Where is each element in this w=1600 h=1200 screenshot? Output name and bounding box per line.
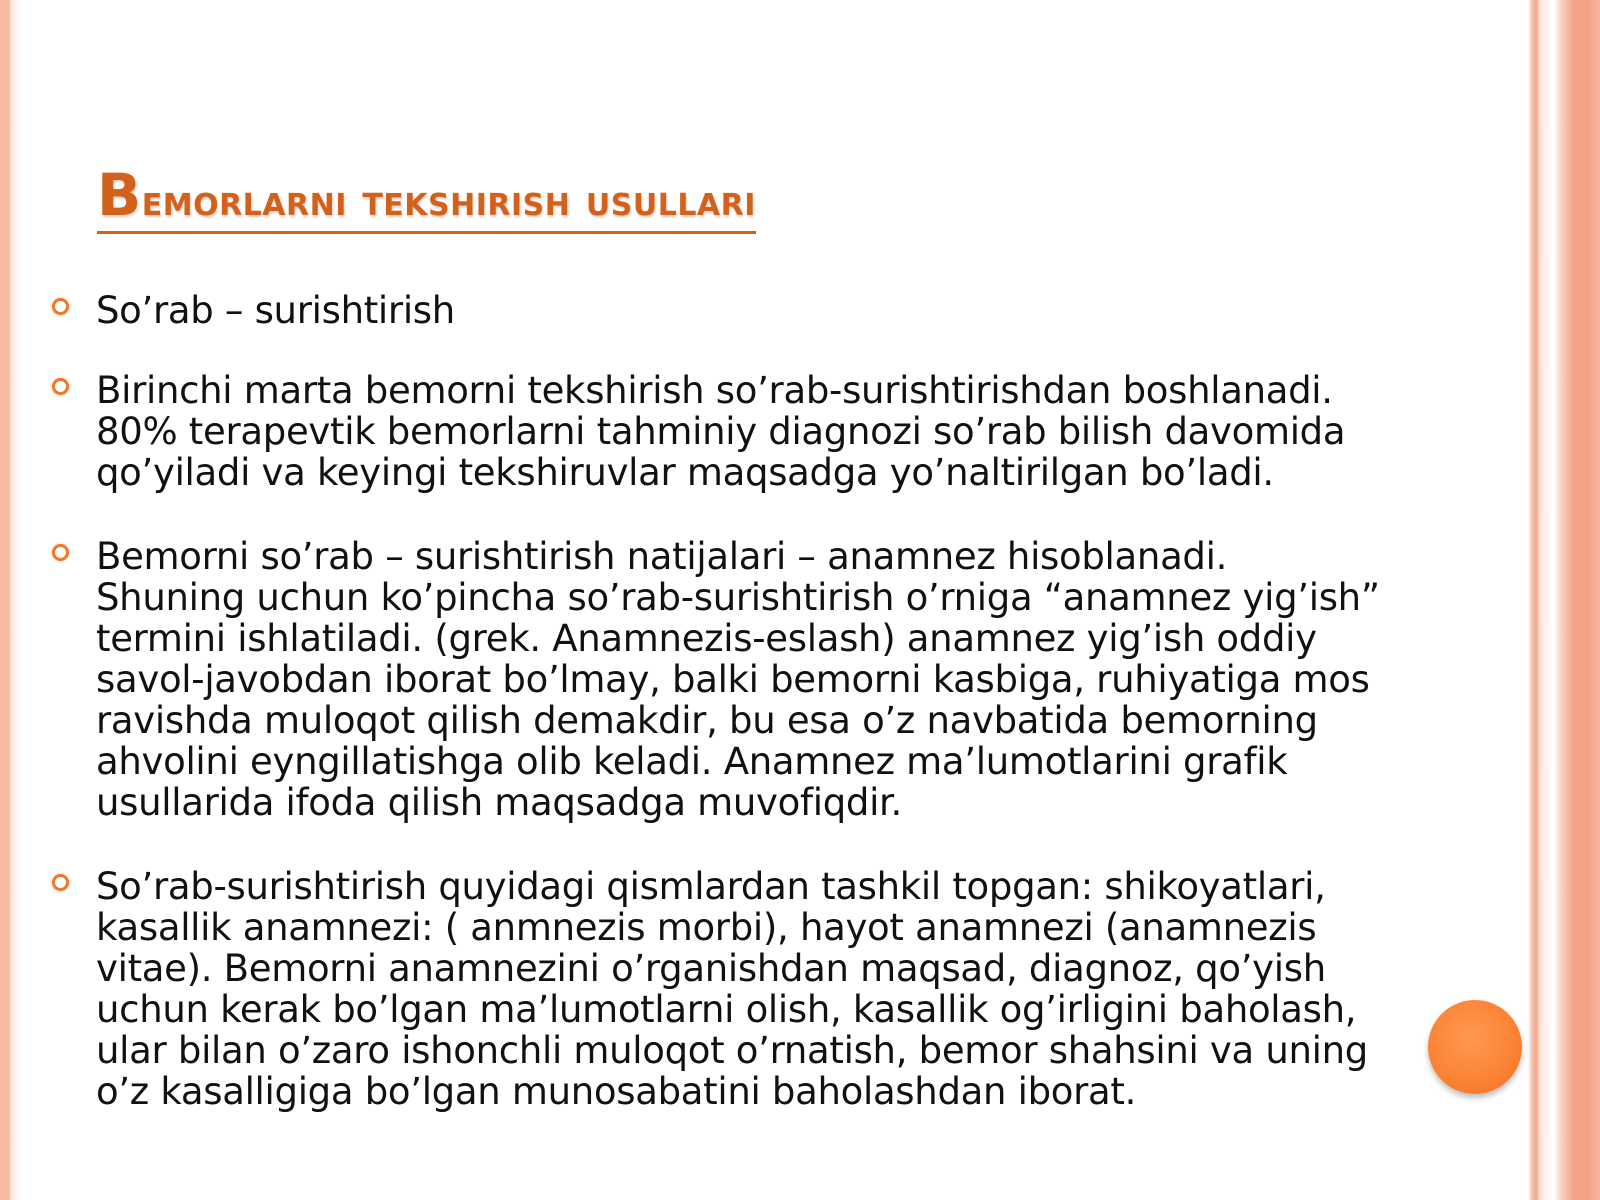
right-border-stripe xyxy=(1528,0,1600,1200)
title-first-letter: B xyxy=(97,161,142,229)
bullet-line: savol-javobdan iborat bo’lmay, balki bemorni kasbiga, ruhiyatiga mos xyxy=(96,658,1370,701)
bullet-line: ahvolini eyngillatishga olib keladi. Anamnez ma’lumotlarini grafik xyxy=(96,740,1288,783)
bullet-line: uchun kerak bo’lgan ma’lumotlarni olish, kasallik og’irligini baholash, xyxy=(96,988,1357,1031)
bullet-text xyxy=(96,866,1496,1112)
bullet-line: Shuning uchun ko’pincha so’rab-surishtirish o’rniga “anamnez yig’ish” xyxy=(96,576,1380,619)
bullet-line: Birinchi marta bemorni tekshirish so’rab-surishtirishdan boshlanadi. xyxy=(96,369,1333,412)
bullet-item-1 xyxy=(96,290,1496,331)
bullet-item-3 xyxy=(96,536,1496,823)
bullet-line: ular bilan o’zaro ishonchli muloqot o’rnatish, bemor shahsini va uning xyxy=(96,1029,1368,1072)
bullet-text xyxy=(96,370,1496,493)
bullet-line: o’z kasalligiga bo’lgan munosabatini baholashdan iborat. xyxy=(96,1070,1137,1113)
orange-circle-icon xyxy=(1428,1000,1522,1094)
hollow-circle-bullet-icon xyxy=(52,378,69,395)
title-rest: emorlarni tekshirish usullari xyxy=(141,176,756,226)
bullet-line: qo’yiladi va keyingi tekshiruvlar maqsadga yo’naltirilgan bo’ladi. xyxy=(96,451,1274,494)
bullet-line: 80% terapevtik bemorlarni tahminiy diagnozi so’rab bilish davomida xyxy=(96,410,1346,453)
left-border-stripe xyxy=(0,0,20,1200)
hollow-circle-bullet-icon xyxy=(52,874,69,891)
bullet-line: vitae). Bemorni anamnezini o’rganishdan maqsad, diagnoz, qo’yish xyxy=(96,947,1326,990)
bullet-item-4 xyxy=(96,866,1496,1112)
hollow-circle-bullet-icon xyxy=(52,544,69,561)
bullet-item-2 xyxy=(96,370,1496,493)
bullet-line: Bemorni so’rab – surishtirish natijalari – anamnez hisoblanadi. xyxy=(96,535,1228,578)
bullet-text xyxy=(96,536,1496,823)
bullet-line: termini ishlatiladi. (grek. Anamnezis-eslash) anamnez yig’ish oddiy xyxy=(96,617,1317,660)
bullet-line: usullarida ifoda qilish maqsadga muvofiqdir. xyxy=(96,781,903,824)
bullet-line: kasallik anamnezi: ( anmnezis morbi), hayot anamnezi (anamnezis xyxy=(96,906,1317,949)
bullet-line: So’rab – surishtirish xyxy=(96,289,455,332)
bullet-line: So’rab-surishtirish quyidagi qismlardan tashkil topgan: shikoyatlari, xyxy=(96,865,1326,908)
bullet-line: ravishda muloqot qilish demakdir, bu esa o’z navbatida bemorning xyxy=(96,699,1318,742)
slide-title xyxy=(97,161,756,234)
bullet-text xyxy=(96,290,1496,331)
hollow-circle-bullet-icon xyxy=(52,298,69,315)
